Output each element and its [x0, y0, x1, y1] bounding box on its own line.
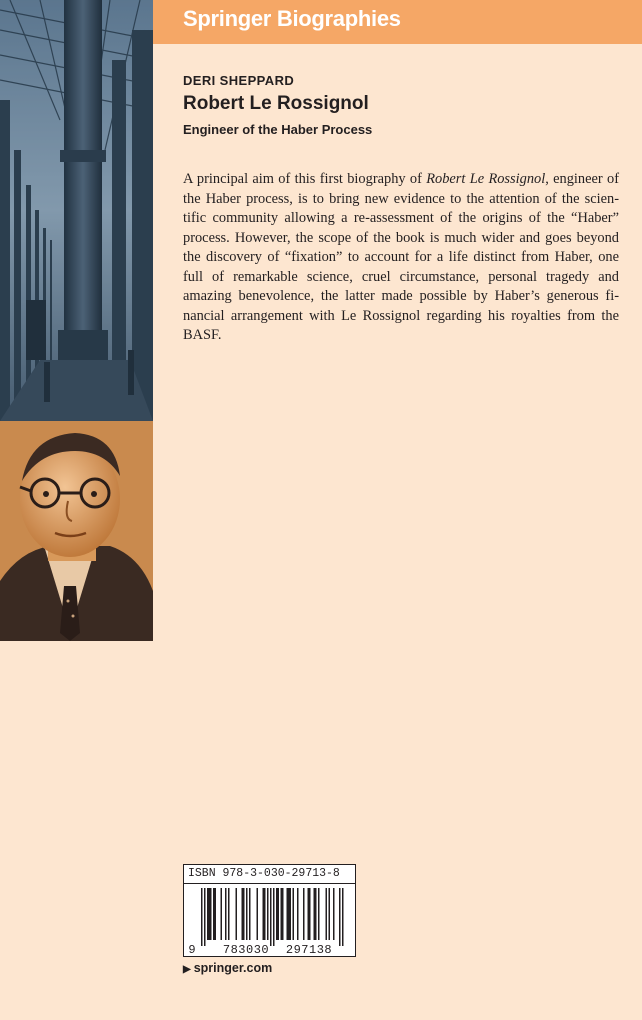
barcode-bar: [276, 888, 278, 940]
barcode-bar: [318, 888, 320, 940]
barcode-bar: [287, 888, 289, 940]
series-title: Springer Biographies: [183, 6, 401, 31]
barcode-bar: [308, 888, 310, 940]
book-blurb: [183, 170, 619, 346]
barcode-bar: [282, 888, 284, 940]
barcode-bar: [263, 888, 265, 940]
isbn-barcode-box: [183, 864, 356, 957]
barcode-bar: [288, 888, 290, 940]
blurb-text-start: A principal aim of this first biography of: [183, 171, 427, 187]
triangle-right-icon: ▶: [183, 964, 191, 975]
factory-hall-photo: [0, 0, 153, 421]
barcode-guard-bar: [204, 888, 206, 946]
barcode-bar: [293, 888, 295, 940]
barcode-guard-bar: [273, 888, 275, 946]
barcode-guard-bar: [342, 888, 344, 946]
barcode-digits-right: 297138: [285, 943, 333, 956]
barcode-digit-lead: 9: [188, 943, 196, 956]
barcode-bar: [267, 888, 269, 940]
barcode-bar: [221, 888, 223, 940]
barcode-bar: [242, 888, 244, 940]
barcode-bar: [228, 888, 230, 940]
book-subtitle: Engineer of the Haber Process: [183, 122, 373, 137]
barcode-bar: [210, 888, 212, 940]
barcode-digits-left: 783030: [222, 943, 270, 956]
blurb-italic-name: Robert Le Rossignol: [426, 171, 546, 187]
barcode-bar: [264, 888, 266, 940]
barcode-bar: [314, 888, 316, 940]
barcode-bar: [236, 888, 238, 940]
barcode-bar: [249, 888, 251, 940]
barcode-bar: [257, 888, 259, 940]
author-name: DERI SHEPPARD: [183, 73, 295, 88]
publisher-url: springer.com: [193, 961, 273, 975]
barcode-guard-bar: [339, 888, 341, 946]
barcode-guard-bar: [201, 888, 203, 946]
barcode-bar: [213, 888, 215, 940]
barcode-bar: [209, 888, 211, 940]
barcode-bar: [225, 888, 227, 940]
portrait-photo: [0, 421, 153, 641]
barcode-bar: [243, 888, 245, 940]
barcode-bar: [326, 888, 328, 940]
book-title: Robert Le Rossignol: [183, 93, 369, 114]
barcode-guard-bar: [270, 888, 272, 946]
barcode-bar: [290, 888, 292, 940]
barcode-bar: [207, 888, 209, 940]
isbn-label: ISBN 978-3-030-29713-8: [188, 867, 340, 880]
blurb-text-end: , engineer of the Haber process, is to bring new evidence to the attention of the scien-tific community allowing a re-assessment of the origins of the “Haber” process. However, the scope of the book is much wider and goes beyond the discovery of “fixation” to account for a life distinct from Haber, one full of remarkable science, cruel circumstance, personal tragedy and amazing benevolence, the latter made possible by Haber’s generous fi-nancial arrangement with Le Rossignol regarding his royalties from the BASF.: [183, 171, 619, 343]
barcode-bar: [297, 888, 299, 940]
barcode-bar: [278, 888, 280, 940]
barcode-bar: [281, 888, 283, 940]
barcode-bar: [246, 888, 248, 940]
barcode-bar: [303, 888, 305, 940]
barcode-bar: [215, 888, 217, 940]
barcode-bar: [333, 888, 335, 940]
barcode-bar: [315, 888, 317, 940]
publisher-link[interactable]: [183, 961, 272, 975]
barcode-bar: [329, 888, 331, 940]
barcode: [184, 884, 355, 956]
barcode-bar: [309, 888, 311, 940]
